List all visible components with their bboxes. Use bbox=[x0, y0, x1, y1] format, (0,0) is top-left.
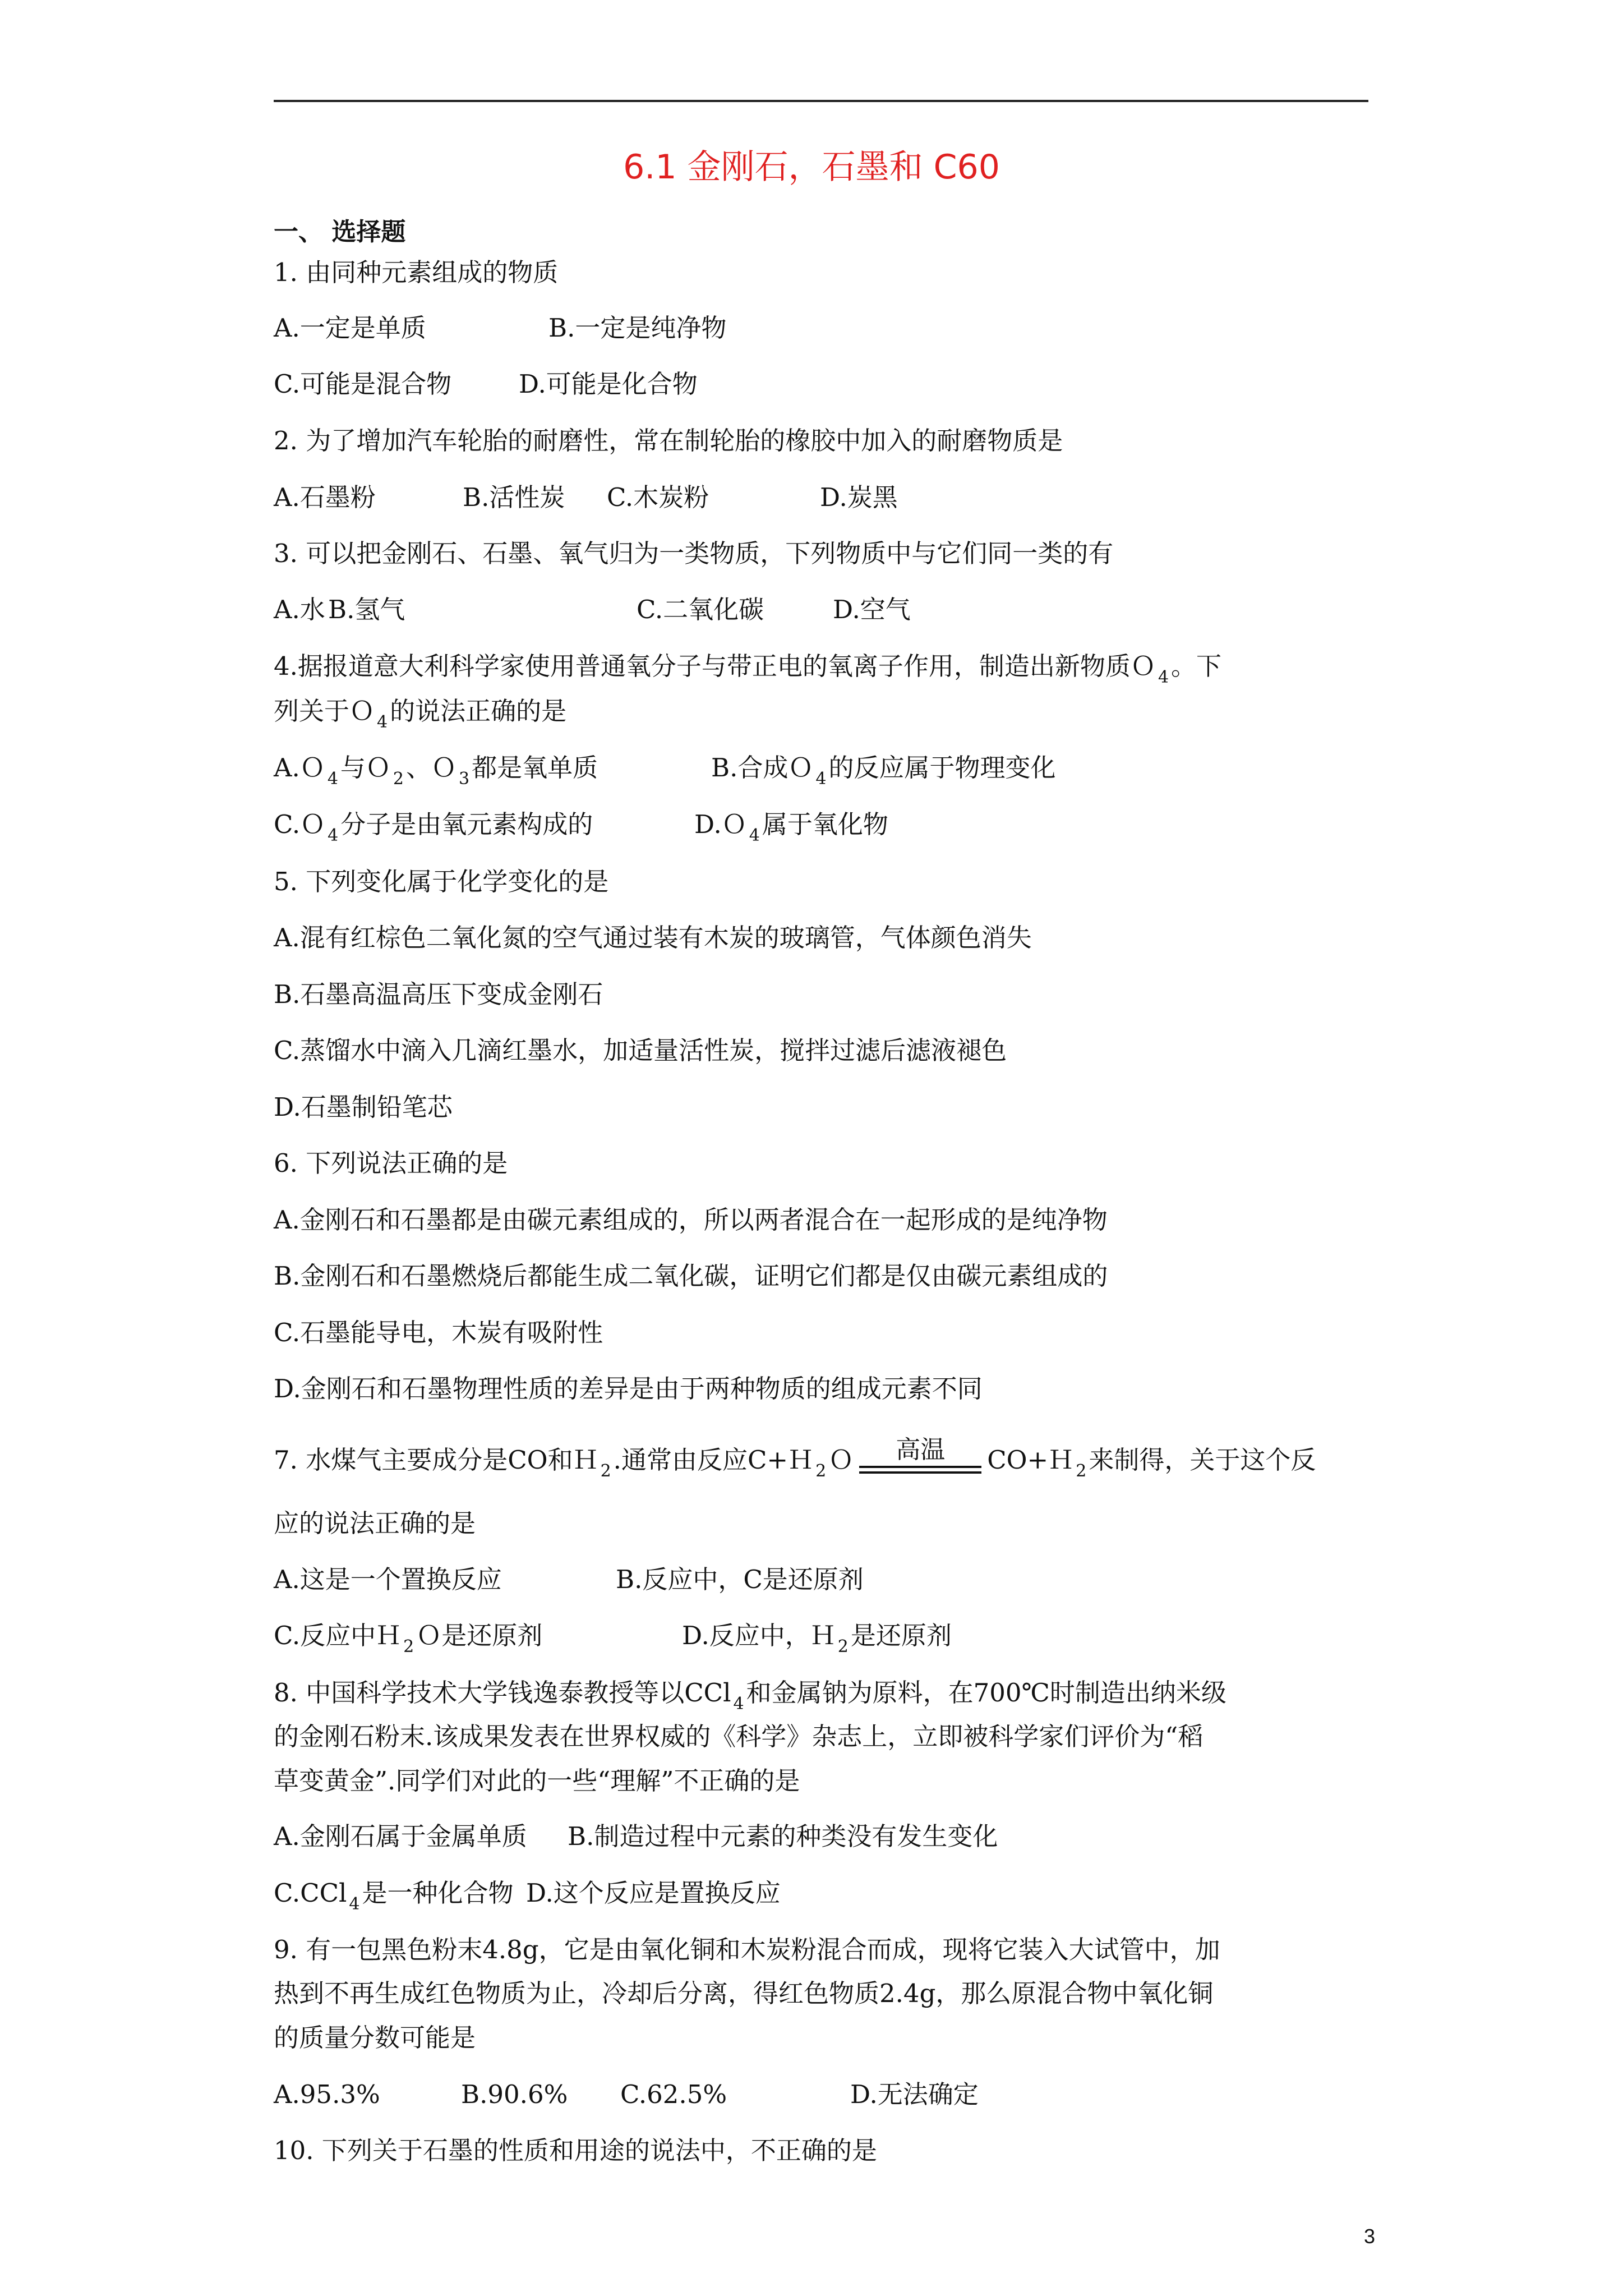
option-a: A.Ｏ $_4$与Ｏ $_2$、Ｏ $_3$都是氧单质 bbox=[274, 753, 598, 789]
question-1-stem: 1. 由同种元素组成的物质 bbox=[274, 257, 559, 287]
question-8-options-row-1 bbox=[274, 1820, 998, 1853]
option-b: B.制造过程中元素的种类没有发生变化 bbox=[568, 1821, 998, 1851]
option-d: D.空气 bbox=[833, 595, 911, 624]
option-d: D.可能是化合物 bbox=[519, 369, 698, 399]
option-a: A.石墨粉 bbox=[274, 482, 376, 512]
option-d: D.炭黑 bbox=[820, 482, 898, 512]
option-c: C.木炭粉 bbox=[607, 482, 709, 512]
question-1-options-row-1 bbox=[274, 311, 726, 345]
question-7-stem-line-2: 应的说法正确的是 bbox=[274, 1508, 476, 1538]
option-c: C.二氧化碳 bbox=[637, 595, 764, 624]
option-d: D.这个反应是置换反应 bbox=[526, 1878, 781, 1908]
question-4-options-row-1 bbox=[274, 751, 1055, 788]
option-b: B.石墨高温高压下变成金刚石 bbox=[274, 979, 603, 1009]
option-c: C.62.5% bbox=[620, 2079, 727, 2109]
option-b: B.合成Ｏ $_4$的反应属于物理变化 bbox=[711, 753, 1056, 789]
question-9-stem-line-2: 热到不再生成红色物质为止，冷却后分离，得红色物质2.4g，那么原混合物中氧化铜 bbox=[274, 1978, 1214, 2008]
option-d: D.金刚石和石墨物理性质的差异是由于两种物质的组成元素不同 bbox=[274, 1374, 983, 1404]
option-b: B.反应中，C是还原剂 bbox=[616, 1565, 864, 1594]
option-d: D.反应中，Ｈ $_2$是还原剂 bbox=[682, 1621, 952, 1657]
option-d: D.石墨制铅笔芯 bbox=[274, 1092, 453, 1122]
question-1-options-row-2 bbox=[274, 367, 698, 401]
option-a: A.混有红棕色二氧化氮的空气通过装有木炭的玻璃管，气体颜色消失 bbox=[274, 923, 1032, 953]
question-8-stem-line-1: 8. 中国科学技术大学钱逸泰教授等以CCl $_4$和金属钠为原料，在700℃时制造出纳米级 bbox=[274, 1678, 1227, 1714]
option-a: A.95.3% bbox=[274, 2079, 380, 2109]
section-heading: 一、 选择题 bbox=[274, 218, 406, 246]
option-b: B.活性炭 bbox=[463, 482, 565, 512]
option-b: B.氢气 bbox=[328, 595, 405, 624]
option-b: B.90.6% bbox=[461, 2079, 568, 2109]
option-d: D.无法确定 bbox=[850, 2079, 979, 2109]
question-4-stem-line-2: 列关于Ｏ $_4$的说法正确的是 bbox=[274, 696, 567, 732]
option-c: C.蒸馏水中滴入几滴红墨水，加适量活性炭，搅拌过滤后滤液褪色 bbox=[274, 1036, 1007, 1065]
header-rule bbox=[274, 100, 1368, 102]
question-7-options-row-1 bbox=[274, 1563, 864, 1596]
question-3-options bbox=[274, 593, 911, 627]
option-b: B.一定是纯净物 bbox=[548, 313, 727, 343]
question-9-stem-line-1: 9. 有一包黑色粉末4.8g，它是由氧化铜和木炭粉混合而成，现将它装入大试管中，加 bbox=[274, 1935, 1220, 1964]
question-9-options bbox=[274, 2078, 979, 2111]
reaction-condition-arrow bbox=[856, 1435, 985, 1477]
question-4-options-row-2 bbox=[274, 808, 888, 845]
question-7-options-row-2 bbox=[274, 1619, 952, 1656]
option-c: C.可能是混合物 bbox=[274, 369, 452, 399]
option-c: C.Ｏ $_4$分子是由氧元素构成的 bbox=[274, 809, 593, 845]
option-b: B.金刚石和石墨燃烧后都能生成二氧化碳，证明它们都是仅由碳元素组成的 bbox=[274, 1261, 1108, 1291]
question-3-stem: 3. 可以把金刚石、石墨、氧气归为一类物质，下列物质中与它们同一类的有 bbox=[274, 539, 1114, 568]
question-8-options-row-2 bbox=[274, 1876, 781, 1913]
question-8-stem-line-3: 草变黄金”.同学们对此的一些“理解”不正确的是 bbox=[274, 1766, 800, 1796]
option-c: C.石墨能导电，木炭有吸附性 bbox=[274, 1318, 603, 1347]
option-a: A.金刚石属于金属单质 bbox=[274, 1821, 527, 1851]
question-2-stem: 2. 为了增加汽车轮胎的耐磨性，常在制轮胎的橡胶中加入的耐磨物质是 bbox=[274, 426, 1063, 455]
option-c: C.CCl $_4$是一种化合物 bbox=[274, 1878, 514, 1914]
option-a: A.这是一个置换反应 bbox=[274, 1565, 502, 1594]
option-a: A.一定是单质 bbox=[274, 313, 426, 343]
page-number: 3 bbox=[1364, 2225, 1376, 2248]
option-d: D.Ｏ $_4$属于氧化物 bbox=[694, 809, 888, 845]
option-c: C.反应中Ｈ $_2$Ｏ是还原剂 bbox=[274, 1621, 543, 1657]
page-title: 6.1 金刚石，石墨和 C60 bbox=[623, 148, 1000, 187]
question-2-options bbox=[274, 481, 898, 514]
question-4-stem-line-1: 4.据报道意大利科学家使用普通氧分子与带正电的氧离子作用，制造出新物质Ｏ $_4$。下 bbox=[274, 651, 1222, 687]
question-10-stem: 10. 下列关于石墨的性质和用途的说法中，不正确的是 bbox=[274, 2136, 877, 2165]
option-a: A.水 bbox=[274, 595, 325, 624]
question-9-stem-line-3: 的质量分数可能是 bbox=[274, 2023, 476, 2053]
reaction-condition: 高温 bbox=[896, 1435, 946, 1464]
option-a: A.金刚石和石墨都是由碳元素组成的，所以两者混合在一起形成的是纯净物 bbox=[274, 1205, 1108, 1235]
question-7-stem-line-1: 7. 水煤气主要成分是CO和Ｈ $_2$.通常由反应C+Ｈ $_2$Ｏ 高温 CO+Ｈ $_2$来制得，关于这个反 bbox=[274, 1443, 1316, 1480]
question-8-stem-line-2: 的金刚石粉末.该成果发表在世界权威的《科学》杂志上，立即被科学家们评价为“稻 bbox=[274, 1722, 1204, 1751]
question-6-stem: 6. 下列说法正确的是 bbox=[274, 1148, 508, 1178]
question-5-stem: 5. 下列变化属于化学变化的是 bbox=[274, 867, 609, 896]
